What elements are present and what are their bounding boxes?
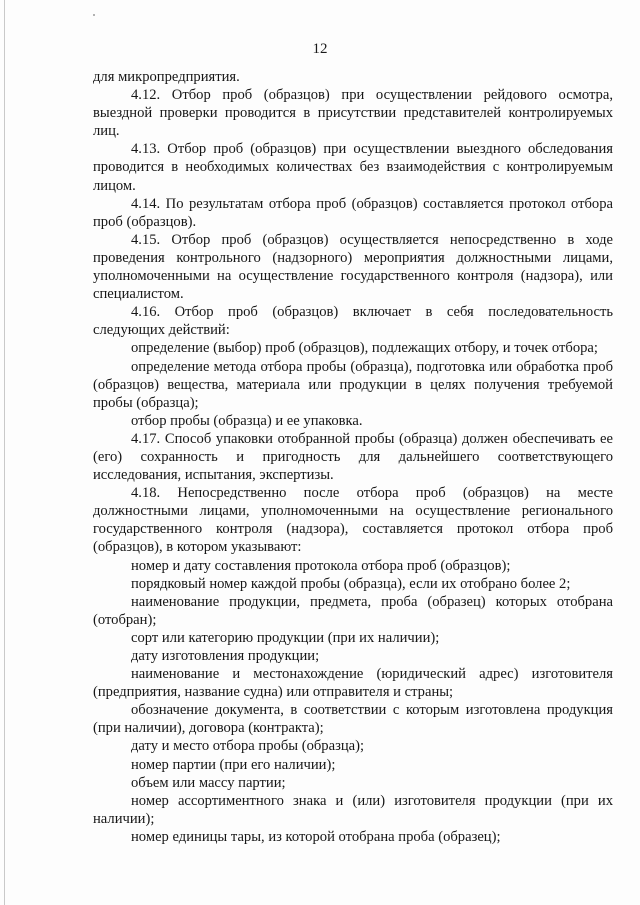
scan-speck [93,14,95,16]
list-item: номер единицы тары, из которой отобрана проба (образец); [131,828,501,845]
document-body [93,68,613,846]
paragraph-4-16: 4.16. Отбор проб (образцов) включает в себя последовательность следующих действий: [93,304,613,339]
list-item: номер ассортиментного знака и (или) изготовителя продукции (при их наличии); [93,792,613,827]
list-item: дату изготовления продукции; [131,648,320,664]
list-item: наименование продукции, предмета, проба (образец) которых отобрана (отобран); [93,593,613,628]
list-item: наименование и местонахождение (юридический адрес) изготовителя (предприятия, название судна) или отправителя и страны; [93,666,613,701]
page-number: 12 [312,41,328,57]
list-item: дату и место отбора пробы (образца); [131,738,365,755]
paragraph-4-12: 4.12. Отбор проб (образцов) при осуществлении рейдового осмотра, выездной проверки проводится в присутствии представителей контролируемых лиц. [93,87,613,140]
list-item: определение метода отбора пробы (образца), подготовка или обработка проб (образцов) вещества, материала или продукции в целях получения требуемой пробы (образца); [93,358,613,411]
paragraph-4-15: 4.15. Отбор проб (образцов) осуществляется непосредственно в ходе проведения контрольного (надзорного) мероприятия должностными лицами, уполномоченными на осуществление государственного контроля (надзора), или специалистом. [93,231,613,303]
list-item: порядковый номер каждой пробы (образца), если их отобрано более 2; [131,575,571,592]
list-item: сорт или категорию продукции (при их наличии); [131,629,440,646]
list-item: определение (выбор) проб (образцов), подлежащих отбору, и точек отбора; [131,340,598,357]
list-item: номер партии (при его наличии); [131,756,336,773]
scan-edge-line [4,0,5,905]
list-item: объем или массу партии; [131,774,286,791]
paragraph-4-17: 4.17. Способ упаковки отобранной пробы (образца) должен обеспечивать ее (его) сохранность и пригодность для дальнейшего соответствующего исследования, испытания, экспертизы. [93,430,613,484]
paragraph-4-14: 4.14. По результатам отбора проб (образцов) составляется протокол отбора проб (образцов). [93,195,613,230]
list-item: отбор пробы (образца) и ее упаковка. [131,412,363,429]
paragraph-4-18: 4.18. Непосредственно после отбора проб (образцов) на месте должностными лицами, уполномоченными на осуществление регионального государственного контроля (надзора), составляется протокол отбора проб (образцов), в котором указывают: [93,485,613,556]
list-item: номер и дату составления протокола отбора проб (образцов); [131,557,511,574]
paragraph-4-13: 4.13. Отбор проб (образцов) при осуществлении выездного обследования проводится в необходимых количествах без взаимодействия с контролируемым лицом. [93,141,613,194]
paragraph-continuation: для микропредприятия. [93,69,240,85]
list-item: обозначение документа, в соответствии с которым изготовлена продукция (при наличии), договора (контракта); [93,702,613,737]
